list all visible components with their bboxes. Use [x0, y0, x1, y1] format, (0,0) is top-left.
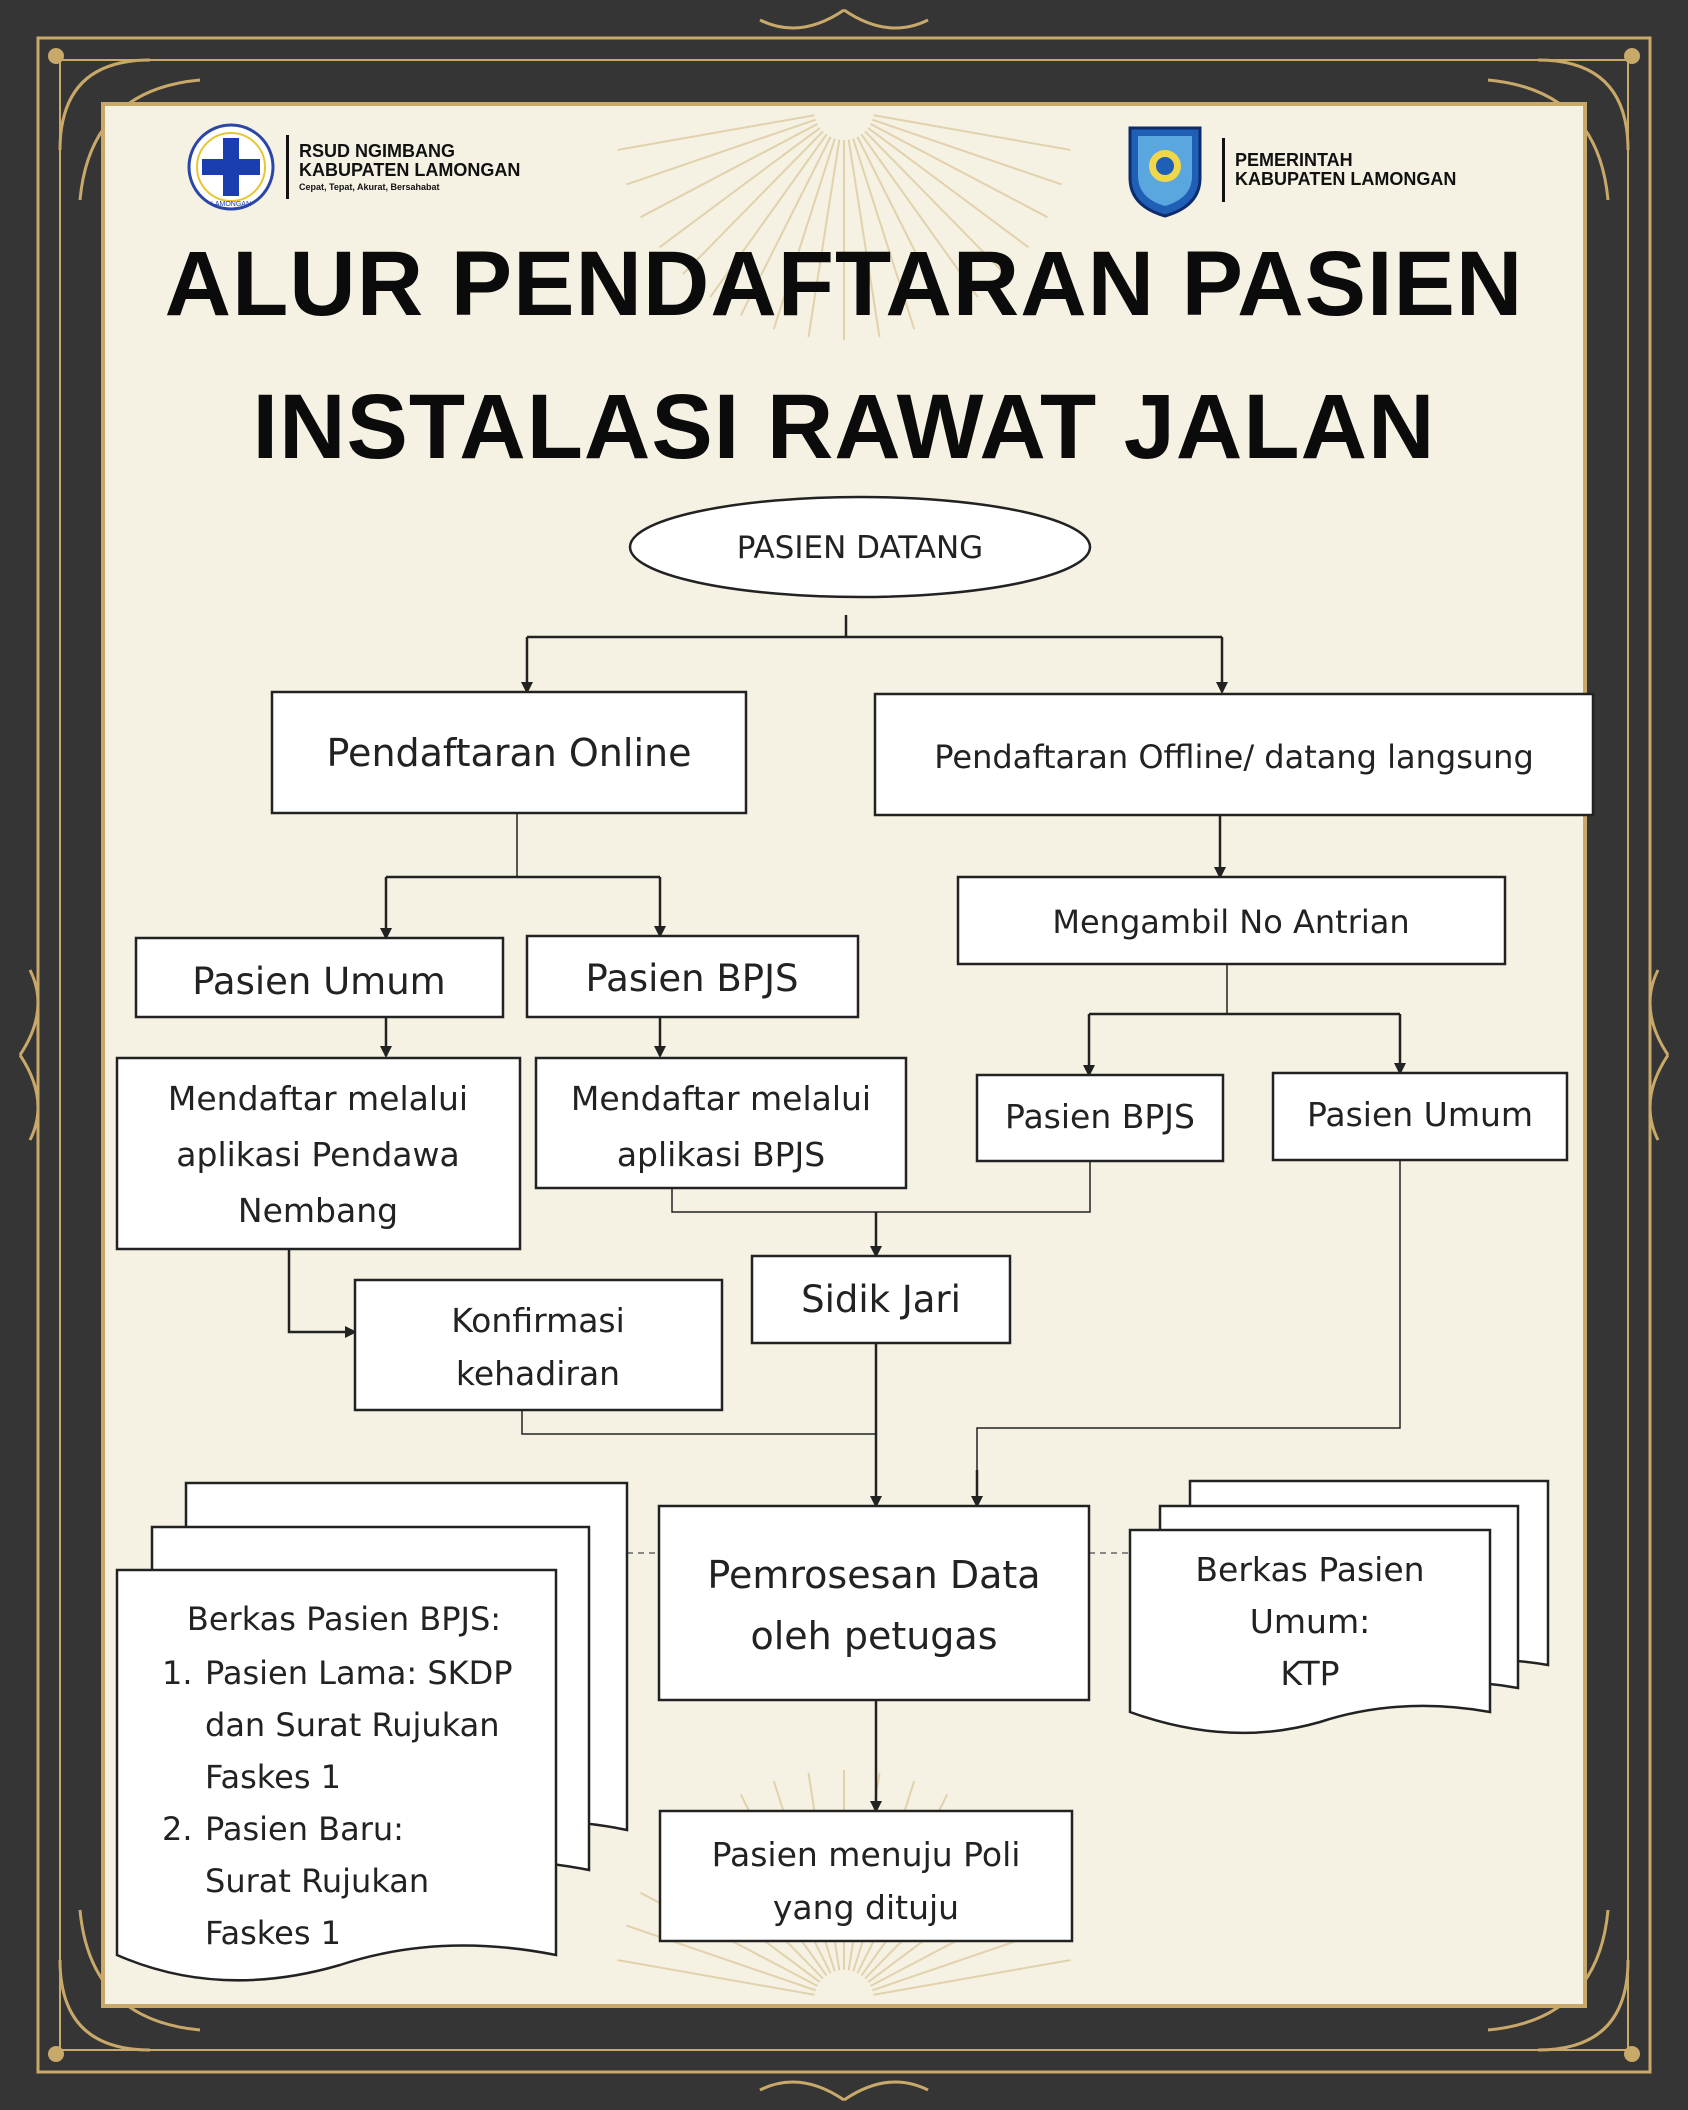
- label-online-bpjs: Pasien BPJS: [585, 957, 799, 1000]
- rsud-tagline: Cepat, Tepat, Akurat, Bersahabat: [299, 181, 440, 192]
- berkas-bpjs-item1-line3: Faskes 1: [205, 1758, 342, 1796]
- page-title-line1: ALUR PENDAFTARAN PASIEN: [164, 233, 1524, 335]
- start-label: PASIEN DATANG: [736, 530, 984, 566]
- rsud-name: RSUD NGIMBANG: [299, 140, 455, 161]
- berkas-bpjs-item2-num: 2.: [162, 1810, 193, 1848]
- label-offline-umum: Pasien Umum: [1306, 1095, 1534, 1134]
- label-poli-1: Pasien menuju Poli: [711, 1835, 1021, 1874]
- label-daftar-pendawa-3: Nembang: [237, 1191, 399, 1230]
- label-berkas-bpjs-heading: Berkas Pasien BPJS:: [186, 1600, 502, 1638]
- label-antrian: Mengambil No Antrian: [1052, 903, 1410, 941]
- label-daftar-pendawa-1: Mendaftar melalui: [167, 1079, 469, 1118]
- label-berkas-umum-2: Umum:: [1249, 1602, 1371, 1641]
- berkas-bpjs-item1-num: 1.: [162, 1654, 193, 1692]
- label-sidik-jari: Sidik Jari: [801, 1278, 961, 1321]
- label-offline: Pendaftaran Offline/ datang langsung: [934, 738, 1534, 776]
- berkas-bpjs-item1-line1: Pasien Lama: SKDP: [205, 1654, 513, 1692]
- label-pemrosesan-1: Pemrosesan Data: [707, 1553, 1041, 1597]
- label-konfirmasi-2: kehadiran: [455, 1354, 621, 1393]
- label-berkas-umum-1: Berkas Pasien: [1195, 1550, 1425, 1589]
- label-daftar-bpjs-2: aplikasi BPJS: [616, 1135, 826, 1174]
- label-daftar-bpjs-1: Mendaftar melalui: [570, 1079, 872, 1118]
- label-online: Pendaftaran Online: [326, 731, 692, 775]
- berkas-bpjs-item2-line1: Pasien Baru:: [205, 1810, 404, 1848]
- berkas-bpjs-item2-line2: Surat Rujukan: [205, 1862, 430, 1900]
- label-offline-bpjs: Pasien BPJS: [1005, 1097, 1195, 1136]
- berkas-bpjs-item1-line2: dan Surat Rujukan: [205, 1706, 500, 1744]
- rsud-regency: KABUPATEN LAMONGAN: [299, 159, 521, 180]
- box-pemrosesan: [659, 1506, 1089, 1700]
- label-pemrosesan-2: oleh petugas: [750, 1614, 998, 1658]
- pemkab-line1: PEMERINTAH: [1235, 150, 1353, 171]
- label-daftar-pendawa-2: aplikasi Pendawa: [176, 1135, 460, 1174]
- label-poli-2: yang dituju: [772, 1888, 960, 1927]
- arrow-to-konfirmasi: [289, 1249, 355, 1332]
- page-title-line2: INSTALASI RAWAT JALAN: [252, 376, 1436, 478]
- label-konfirmasi-1: Konfirmasi: [451, 1301, 625, 1340]
- label-berkas-umum-3: KTP: [1280, 1654, 1340, 1693]
- pemkab-line2: KABUPATEN LAMONGAN: [1235, 169, 1457, 189]
- berkas-bpjs-item2-line3: Faskes 1: [205, 1914, 342, 1952]
- emblem-label: LAMONGAN: [210, 201, 252, 208]
- connector-konfirmasi: [522, 1410, 876, 1434]
- label-online-umum: Pasien Umum: [192, 960, 446, 1003]
